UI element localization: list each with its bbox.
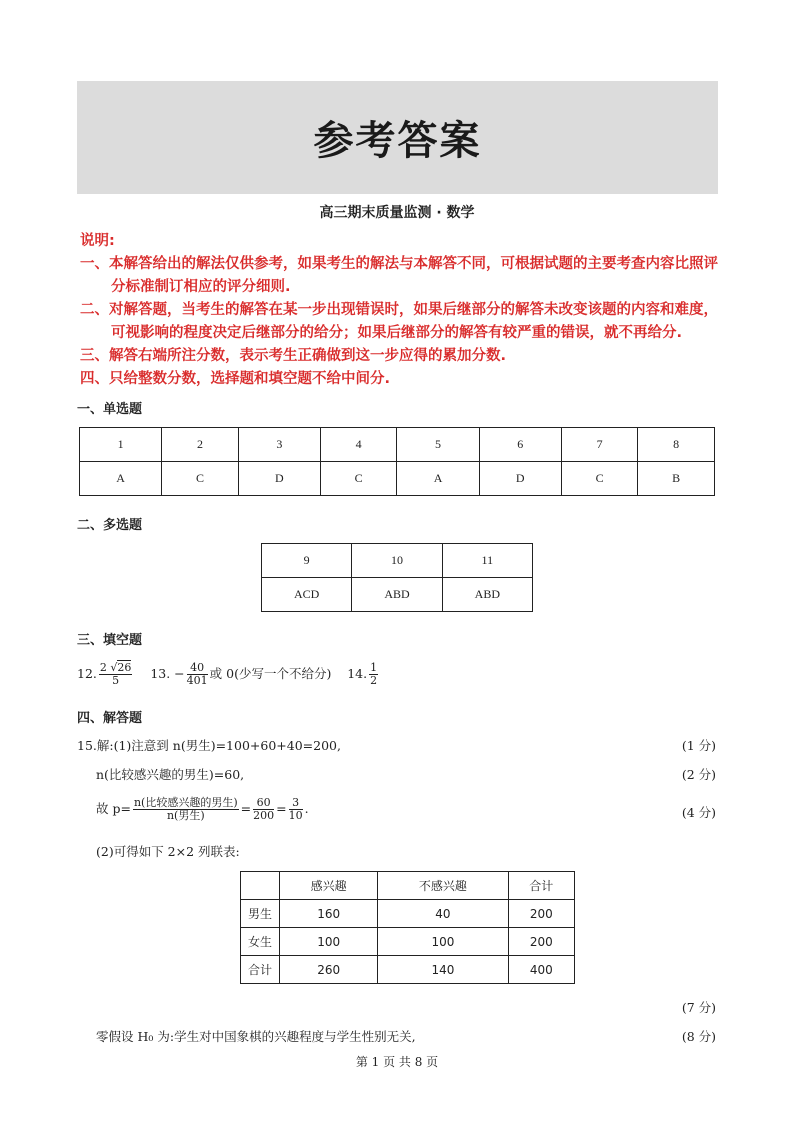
table-row <box>80 428 715 462</box>
table-cell: 6 <box>479 428 561 462</box>
table-cell: 9 <box>262 544 352 578</box>
fraction-numerator: 60 <box>253 797 274 810</box>
q15-line3-prefix: 故 p= <box>96 801 131 816</box>
fill-answers <box>77 662 380 687</box>
title-banner <box>77 81 718 194</box>
q14-fraction <box>369 662 378 687</box>
period: . <box>304 801 309 816</box>
table-cell: C <box>561 462 638 496</box>
table-cell: 7 <box>561 428 638 462</box>
q15-line2: n(比较感兴趣的男生)=60, <box>96 767 245 782</box>
fraction-numerator: n(比较感兴趣的男生) <box>133 796 238 809</box>
table-cell: D <box>238 462 320 496</box>
table-cell: 100 <box>280 928 378 956</box>
fraction-denominator: 10 <box>288 809 303 822</box>
q15-line3-score: (4 分) <box>681 805 716 820</box>
table-cell: 2 <box>162 428 239 462</box>
section-solve: 四、解答题 <box>77 711 143 726</box>
note-item: 一、本解答给出的解法仅供参考，如果考生的解法与本解答不同，可根据试题的主要考查内容比照评分标准制订相应的评分细则. <box>80 256 718 295</box>
single-choice-table <box>79 427 715 496</box>
table-cell: 男生 <box>241 900 280 928</box>
note-item: 二、对解答题，当考生的解答在某一步出现错误时，如果后继部分的解答未改变该题的内容和难度，可视影响的程度决定后继部分的给分；如果后继部分的解答有较严重的错误，就不再给分. <box>80 302 718 341</box>
table-cell: 10 <box>352 544 442 578</box>
section-multi-choice: 二、多选题 <box>77 518 143 533</box>
table-row <box>80 462 715 496</box>
table-cell: 5 <box>397 428 479 462</box>
fraction-denominator: 200 <box>253 809 275 822</box>
q14-label: 14. <box>347 666 368 681</box>
table-header-row <box>241 872 575 900</box>
q12-numerator-coef: 2 <box>99 661 107 674</box>
q13-numerator: 40 <box>187 662 208 675</box>
q12-fraction: $\frac{2 √26}{5}$ <box>99 661 132 687</box>
table-cell: 140 <box>378 956 508 984</box>
note-item: 四、只给整数分数，选择题和填空题不给中间分. <box>80 371 391 387</box>
q13-tail: 或 0(少写一个不给分) <box>209 666 332 681</box>
table-cell: 40 <box>378 900 508 928</box>
table-header-cell: 合计 <box>508 872 574 900</box>
table-cell: C <box>162 462 239 496</box>
table-cell: 合计 <box>241 956 280 984</box>
section-fill-blank: 三、填空题 <box>77 633 143 648</box>
page-title: 参考答案 <box>313 117 482 164</box>
q12-numerator-root: 26 <box>117 661 132 674</box>
fraction-denominator: n(男生) <box>166 809 205 822</box>
subtitle: 高三期末质量监测 · 数学 <box>319 205 475 221</box>
q15-line1-score: (1 分) <box>681 738 716 753</box>
q15-line1: 15.解:(1)注意到 n(男生)=100+60+40=200, <box>77 738 341 753</box>
table-header-cell <box>241 872 280 900</box>
q15-line3 <box>96 797 309 822</box>
table-cell: C <box>320 462 397 496</box>
table-row <box>262 544 533 578</box>
q13-label: 13. − <box>150 666 185 681</box>
table-cell: 8 <box>638 428 715 462</box>
page-footer: 第 1 页 共 8 页 <box>355 1055 439 1069</box>
fraction-numerator: 3 <box>289 797 303 810</box>
table-cell: 200 <box>508 928 574 956</box>
table-cell: 100 <box>378 928 508 956</box>
table-cell: ABD <box>442 578 532 612</box>
q15-line5: 零假设 H₀ 为:学生对中国象棋的兴趣程度与学生性别无关, <box>96 1029 416 1044</box>
table-row <box>241 928 575 956</box>
q15-table-score: (7 分) <box>681 1000 716 1015</box>
probability-fraction <box>133 797 239 822</box>
table-cell: 女生 <box>241 928 280 956</box>
result-fraction <box>289 797 303 822</box>
q15-line4: (2)可得如下 2×2 列联表: <box>96 844 240 859</box>
table-cell: 3 <box>238 428 320 462</box>
table-cell: ACD <box>262 578 352 612</box>
q15-line2-score: (2 分) <box>681 767 716 782</box>
q12-denominator: 5 <box>112 674 120 687</box>
notes-block <box>80 230 720 391</box>
q14-numerator: 1 <box>370 661 378 674</box>
equals-sign: = <box>276 801 287 816</box>
contingency-table <box>240 871 575 984</box>
table-row <box>241 900 575 928</box>
table-cell: D <box>479 462 561 496</box>
table-cell: 200 <box>508 900 574 928</box>
table-cell: 260 <box>280 956 378 984</box>
q15-line5-score: (8 分) <box>681 1029 716 1044</box>
table-cell: 4 <box>320 428 397 462</box>
note-item: 三、解答右端所注分数，表示考生正确做到这一步应得的累加分数. <box>80 348 507 364</box>
table-cell: 1 <box>80 428 162 462</box>
table-cell: B <box>638 462 715 496</box>
q13-denominator: 401 <box>186 674 208 687</box>
table-cell: ABD <box>352 578 442 612</box>
value-fraction <box>253 797 274 822</box>
table-header-cell: 不感兴趣 <box>378 872 508 900</box>
table-cell: A <box>80 462 162 496</box>
table-row <box>262 578 533 612</box>
table-cell: 160 <box>280 900 378 928</box>
table-header-cell: 感兴趣 <box>280 872 378 900</box>
table-row <box>241 956 575 984</box>
q12-label: 12. <box>77 666 97 681</box>
multi-choice-table <box>261 543 533 612</box>
equals-sign: = <box>240 801 252 816</box>
section-single-choice: 一、单选题 <box>77 402 143 417</box>
q14-denominator: 2 <box>370 674 378 687</box>
table-cell: 11 <box>442 544 532 578</box>
notes-heading: 说明: <box>80 233 115 249</box>
table-cell: A <box>397 462 479 496</box>
table-cell: 400 <box>508 956 574 984</box>
q13-fraction <box>187 662 208 687</box>
